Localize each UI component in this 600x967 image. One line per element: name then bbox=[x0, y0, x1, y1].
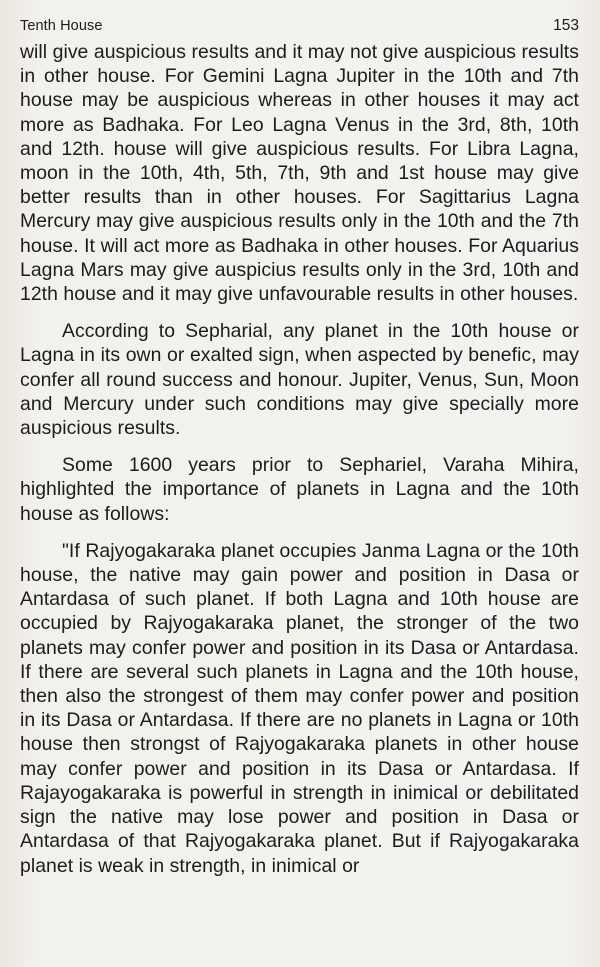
running-head: Tenth House bbox=[20, 18, 103, 34]
paragraph-continuation: will give auspicious results and it may not give auspicious results in other house. For Gemini Lagna Jupiter in the 10th and 7th house may be auspicious whereas in other houses it may act more as Badhaka. For Leo Lagna Venus in the 3rd, 8th, 10th and 12th. house will give auspicious results. For Libra Lagna, moon in the 10th, 4th, 5th, 7th, 9th and 1st house may give better results than in other houses. For Sagittarius Lagna Mercury may give auspicious results only in the 10th and the 7th house. It will act more as Badhaka in other houses. For Aquarius Lagna Mars may give auspicius results only in the 3rd, 10th and 12th house and it may give unfavourable results in other houses. bbox=[20, 41, 579, 306]
paragraph-varaha-mihira-intro: Some 1600 years prior to Sephariel, Varaha Mihira, highlighted the importance of planets in Lagna and the 10th house as follows: bbox=[20, 454, 579, 525]
body-text bbox=[20, 40, 579, 878]
paragraph-sepharial: According to Sepharial, any planet in the 10th house or Lagna in its own or exalted sign, when aspected by benefic, may confer all round success and honour. Jupiter, Venus, Sun, Moon and Mercury under such conditions may give specially more auspicious results. bbox=[20, 320, 579, 440]
page-number: 153 bbox=[553, 17, 579, 34]
page-header bbox=[20, 14, 579, 38]
paragraph-quotation: "If Rajyogakaraka planet occupies Janma Lagna or the 10th house, the native may gain power and position in Dasa or Antardasa of such planet. If both Lagna and 10th house are occupied by Rajyogakaraka planet, the stronger of the two planets may confer power and position in its Dasa or Antardasa. If there are several such planets in Lagna and the 10th house, then also the strongest of them may confer power and position in its Dasa or Antardasa. If there are no planets in Lagna or 10th house then strongst of Rajyogakaraka planets in other house may confer power and position in its Dasa or Antardasa. If Rajayogakaraka is powerful in strength in inimical or debilitated sign the native may lose power and position in Dasa or Antardasa of that Rajyogakaraka planet. But if Rajyogakaraka planet is weak in strength, in inimical or bbox=[20, 539, 579, 877]
